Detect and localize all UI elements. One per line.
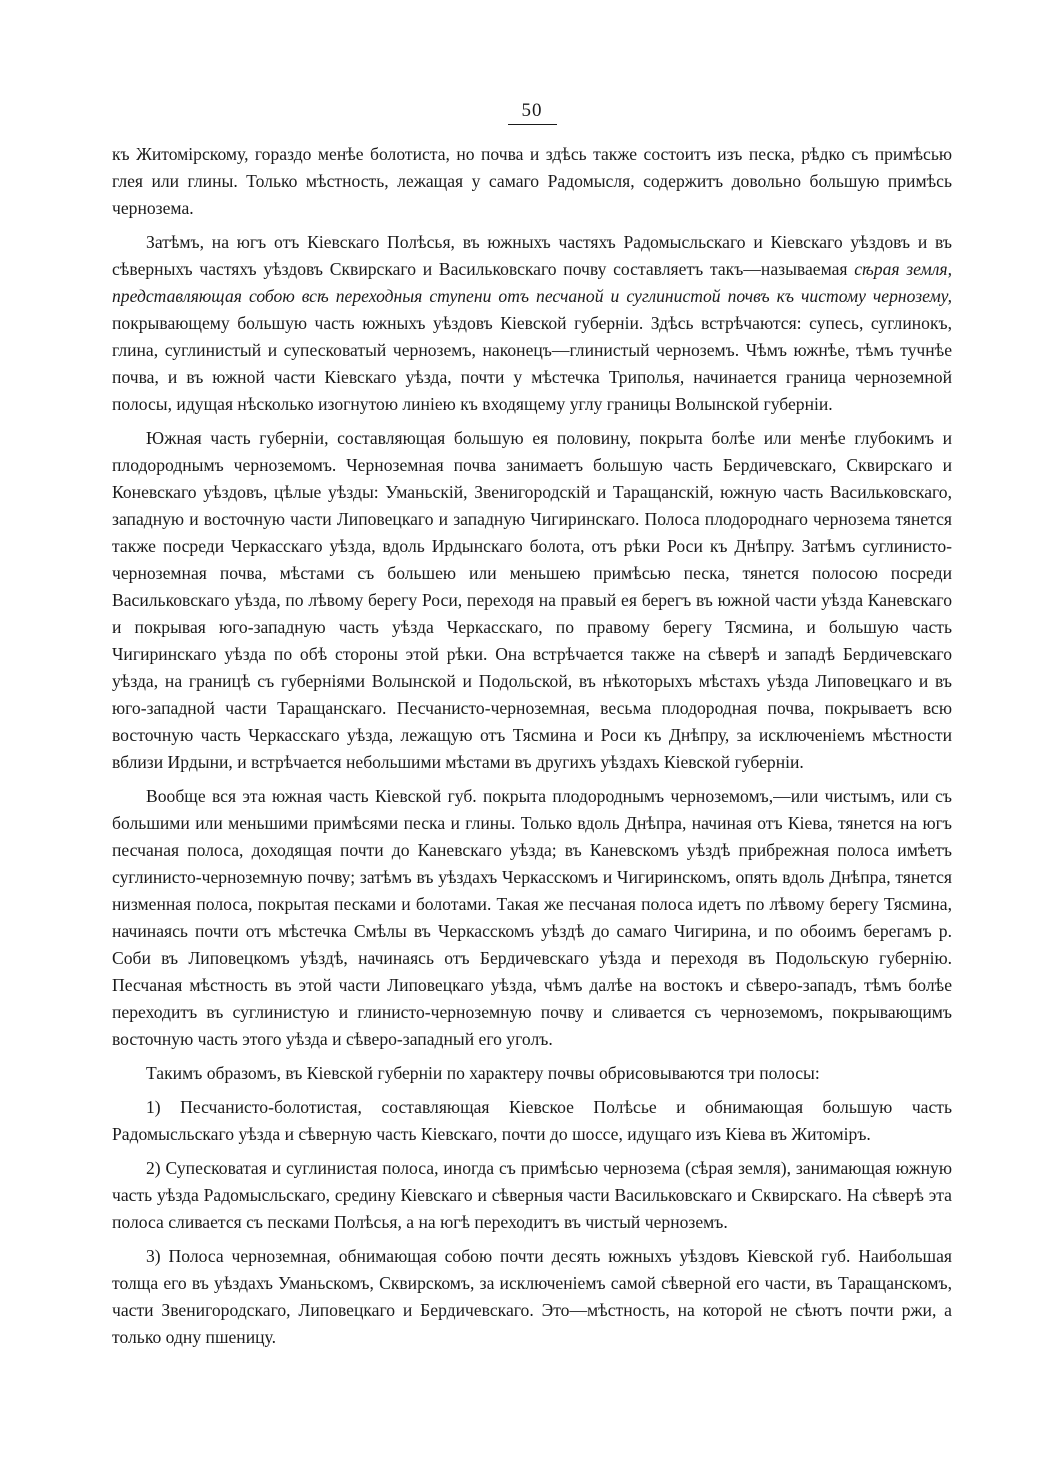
paragraph-2-end: покрывающему большую часть южныхъ уѣздовъ Кіевской губерніи. Здѣсь встрѣчаются: супесь, суглинокъ, глина, суглинистый и супесковатый черноземъ, наконецъ—глинистый черноземъ. Чѣмъ южнѣе, тѣмъ тучнѣе почва, и въ южной части Кіевскаго уѣзда, почти у мѣстечка Триполья, начинается граница черноземной полосы, идущая нѣсколько изогнутою линіею къ входящему углу границы Волынской губерніи. bbox=[112, 313, 952, 414]
paragraph-2 bbox=[112, 229, 952, 418]
page-header bbox=[112, 100, 952, 125]
page-number: 50 bbox=[508, 100, 557, 125]
paragraph-5: Такимъ образомъ, въ Кіевской губерніи по характеру почвы обрисовываются три полосы: bbox=[146, 1063, 820, 1083]
paragraph-4: Вообще вся эта южная часть Кіевской губ. покрыта плодороднымъ черноземомъ,—или чистымъ, или съ большими или меньшими примѣсями песка и глины. Только вдоль Днѣпра, начиная отъ Кіева, тянется на югъ песчаная полоса, доходящая почти до Каневскаго уѣзда; въ Каневскомъ уѣздѣ прибрежная полоса имѣетъ суглинисто-черноземную почву; затѣмъ въ уѣздахъ Черкасскомъ и Чигиринскомъ, опять вдоль Днѣпра, тянется низменная полоса, покрытая песками и болотами. Такая же песчаная полоса идетъ по лѣвому берегу Тясмина, начинаясь почти отъ мѣстечка Смѣлы въ Черкасскомъ уѣздѣ до самаго Чигирина, и по обоимъ берегамъ р. Соби въ Липовецкомъ уѣздѣ, начинаясь отъ Бердичевскаго уѣзда и переходя въ Подольскую губернію. Песчаная мѣстность въ этой части Липовецкаго уѣзда, чѣмъ далѣе на востокъ и сѣверо-западъ, тѣмъ болѣе переходитъ въ суглинистую и глинисто-черноземную почву и сливается съ черноземомъ, покрывающимъ восточную часть этого уѣзда и сѣверо-западный его уголъ. bbox=[112, 786, 952, 1049]
paragraph-3: Южная часть губерніи, составляющая большую ея половину, покрыта болѣе или менѣе глубокимъ и плодороднымъ черноземомъ. Черноземная почва занимаетъ большую часть Бердичевскаго, Сквирскаго и Коневскаго уѣздовъ, цѣлые уѣзды: Уманьскій, Звенигородскій и Таращанскій, южную часть Васильковскаго, западную и восточную части Липовецкаго и западную Чигиринскаго. Полоса плодороднаго чернозема тянется также посреди Черкасскаго уѣзда, вдоль Ирдынскаго болота, отъ рѣки Роси къ Днѣпру. Затѣмъ суглинисто-черноземная почва, мѣстами съ большею или меньшею примѣсью песка, тянется полосою посреди Васильковскаго уѣзда, по лѣвому берегу Роси, переходя на правый ея берегъ въ южной части уѣзда Каневскаго и покрывая юго-западную часть уѣзда Черкасскаго, по правому берегу Тясмина, и большую часть Чигиринскаго уѣзда по обѣ стороны этой рѣки. Она встрѣчается также на сѣверѣ и западѣ Бердичевскаго уѣзда, на границѣ съ губерніями Волынской и Подольской, въ нѣкоторыхъ мѣстахъ уѣзда Липовецкаго и въ юго-западной части Таращанскаго. Песчанисто-черноземная, весьма плодородная почва, покрываетъ всю восточную часть Черкасскаго уѣзда, лежащую отъ Тясмина и Роси къ Днѣпру, за исключеніемъ мѣстности вблизи Ирдыни, и встрѣчается небольшими мѣстами въ другихъ уѣздахъ Кіевской губерніи. bbox=[112, 428, 952, 772]
paragraph-2-italic: сѣрая земля, представляющая собою всѣ переходныя ступени отъ песчаной и суглинистой почвъ къ чистому чернозему, bbox=[112, 259, 952, 306]
paragraph-1: къ Житомірскому, гораздо менѣе болотиста, но почва и здѣсь также состоитъ изъ песка, рѣдко съ примѣсью глея или глины. Только мѣстность, лежащая у самаго Радомысля, содержитъ довольно большую примѣсь чернозема. bbox=[112, 144, 952, 218]
paragraph-2-start: Затѣмъ, на югъ отъ Кіевскаго Полѣсья, въ южныхъ частяхъ Радомысльскаго и Кіевскаго уѣздовъ и въ сѣверныхъ частяхъ уѣздовъ Сквирскаго и Васильковскаго почву составляетъ такъ—называемая bbox=[112, 232, 952, 279]
list-item-2: 2) Супесковатая и суглинистая полоса, иногда съ примѣсью чернозема (сѣрая земля), занимающая южную часть уѣзда Радомысльскаго, средину Кіевскаго и сѣверныя части Васильковскаго и Сквирскаго. На сѣверѣ эта полоса сливается съ песками Полѣсья, а на югѣ переходитъ въ чистый черноземъ. bbox=[112, 1158, 952, 1232]
list-item-3: 3) Полоса черноземная, обнимающая собою почти десять южныхъ уѣздовъ Кіевской губ. Наибольшая толща его въ уѣздахъ Уманьскомъ, Сквирскомъ, за исключеніемъ самой сѣверной его части, въ Таращанскомъ, части Звенигородскаго, Липовецкаго и Бердичевскаго. Это—мѣстность, на которой не сѣютъ почти ржи, а только одну пшеницу. bbox=[112, 1246, 952, 1347]
list-item-1: 1) Песчанисто-болотистая, составляющая Кіевское Полѣсье и обнимающая большую часть Радомысльскаго уѣзда и сѣверную часть Кіевскаго, почти до шоссе, идущаго изъ Кіева въ Житоміръ. bbox=[112, 1097, 952, 1144]
document-page bbox=[112, 100, 952, 1358]
